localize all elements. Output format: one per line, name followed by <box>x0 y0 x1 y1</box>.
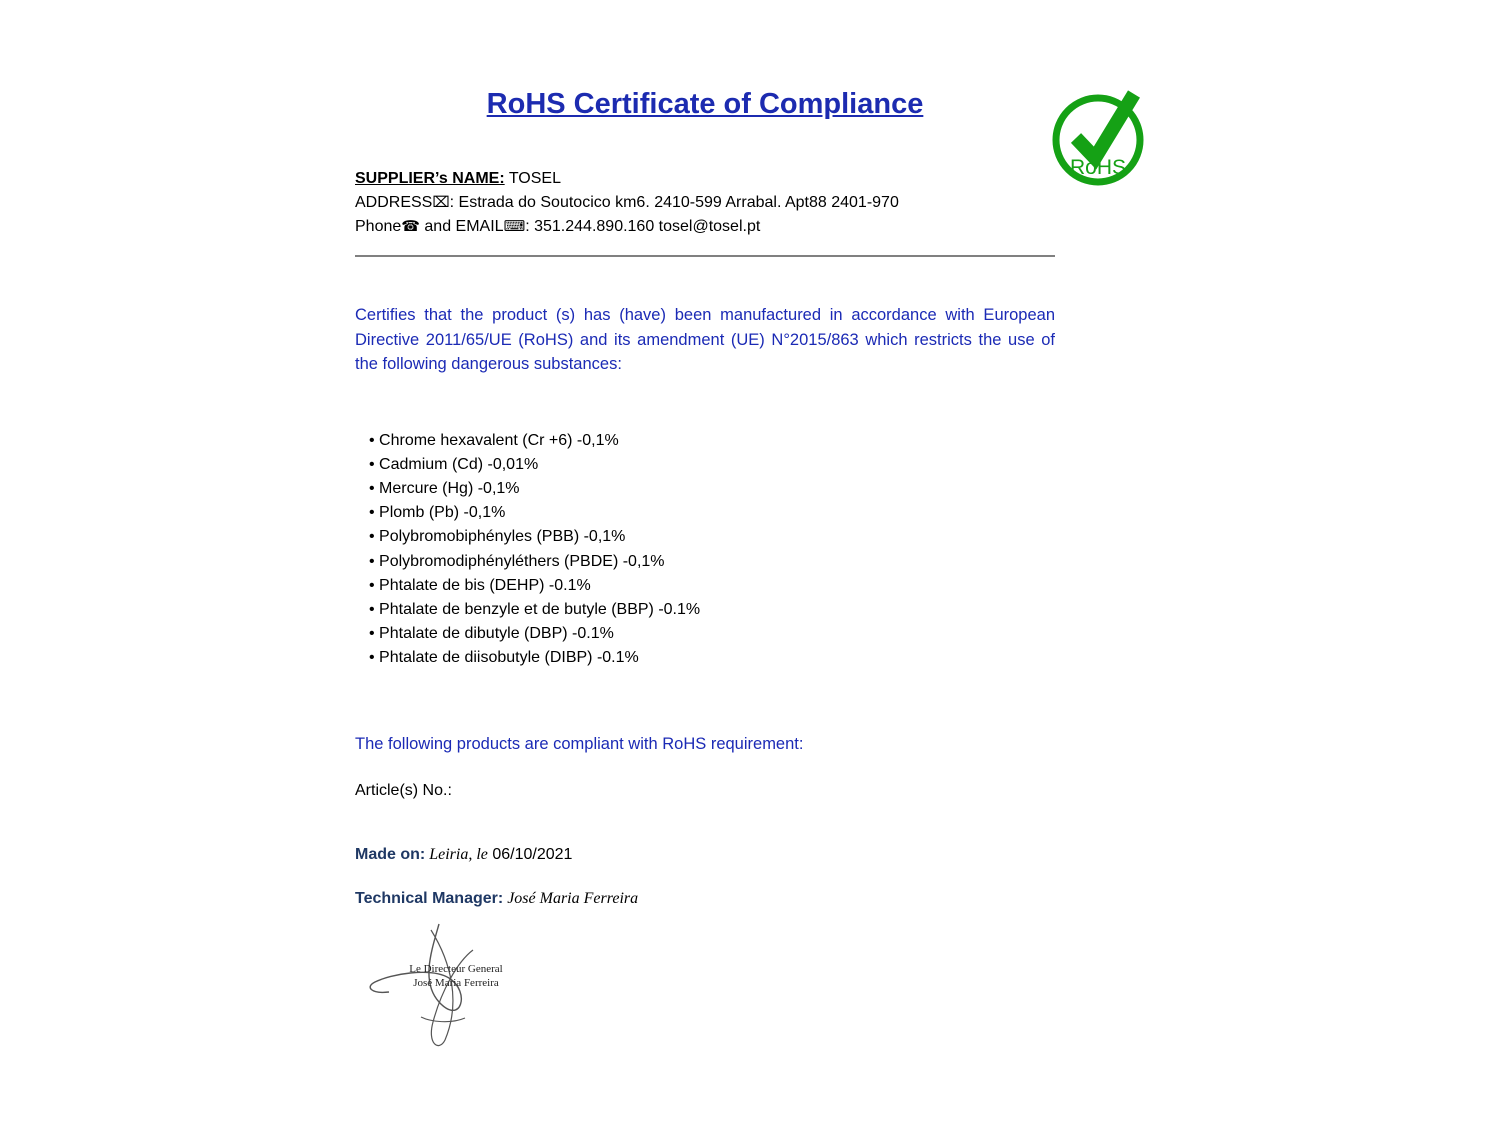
signature-line-1: Le Directeur General <box>409 962 503 975</box>
list-item: • Phtalate de diisobutyle (DIBP) -0.1% <box>369 646 1055 670</box>
technical-manager-label: Technical Manager: <box>355 889 504 907</box>
list-item: • Plomb (Pb) -0,1% <box>369 501 1055 525</box>
supplier-contact-line <box>355 215 1055 239</box>
list-item: • Phtalate de bis (DEHP) -0.1% <box>369 574 1055 598</box>
compliance-statement: The following products are compliant with RoHS requirement: <box>355 734 804 753</box>
supplier-name-value: TOSEL <box>504 170 561 187</box>
list-item: • Phtalate de benzyle et de butyle (BBP) -0.1% <box>369 598 1055 622</box>
list-item: • Phtalate de dibutyle (DBP) -0.1% <box>369 622 1055 646</box>
supplier-address-line <box>355 191 1055 215</box>
envelope-icon: ⌧ <box>432 194 450 211</box>
separator-line <box>355 255 1055 257</box>
list-item: • Chrome hexavalent (Cr +6) -0,1% <box>369 429 1055 453</box>
certifies-paragraph: Certifies that the product (s) has (have) been manufactured in accordance with European Directive 2011/65/UE (RoHS) and its amendment (UE) N°2015/863 which restricts the use of the following dangerous substances: <box>355 306 1055 373</box>
technical-manager-line <box>355 890 1055 908</box>
rohs-checkmark-icon <box>1050 82 1150 187</box>
rohs-logo <box>1050 82 1150 187</box>
list-item: • Cadmium (Cd) -0,01% <box>369 453 1055 477</box>
address-label: ADDRESS <box>355 194 433 211</box>
made-on-label: Made on: <box>355 845 426 863</box>
supplier-name-label: SUPPLIER’s NAME: <box>355 170 505 187</box>
supplier-block <box>355 167 1055 239</box>
phone-label: Phone <box>355 218 402 235</box>
page-title: RoHS Certificate of Compliance <box>486 88 924 120</box>
list-item: • Polybromobiphényles (PBB) -0,1% <box>369 525 1055 549</box>
phone-email-value: : 351.244.890.160 tosel@tosel.pt <box>525 218 761 235</box>
made-on-line <box>355 846 1055 864</box>
made-on-place: Leiria, le <box>425 845 488 863</box>
signature-line-2: José Maria Ferreira <box>413 976 499 989</box>
computer-icon: ⌨ <box>503 218 526 235</box>
supplier-name-line <box>355 167 1055 191</box>
list-item: • Polybromodiphényléthers (PBDE) -0,1% <box>369 550 1055 574</box>
rohs-logo-text: RoHS <box>1069 156 1127 179</box>
substances-list <box>355 429 1055 671</box>
made-on-date: 06/10/2021 <box>487 845 573 863</box>
email-label: and EMAIL <box>419 218 504 235</box>
phone-icon: ☎ <box>401 218 420 235</box>
list-item: • Mercure (Hg) -0,1% <box>369 477 1055 501</box>
technical-manager-value: José Maria Ferreira <box>503 889 639 907</box>
signature-block <box>361 922 541 1052</box>
address-value: : Estrada do Soutocico km6. 2410-599 Arrabal. Apt88 2401-970 <box>449 194 899 211</box>
document-body <box>355 0 1055 1052</box>
signature-text <box>391 962 521 990</box>
article-number-line: Article(s) No.: <box>355 781 452 799</box>
